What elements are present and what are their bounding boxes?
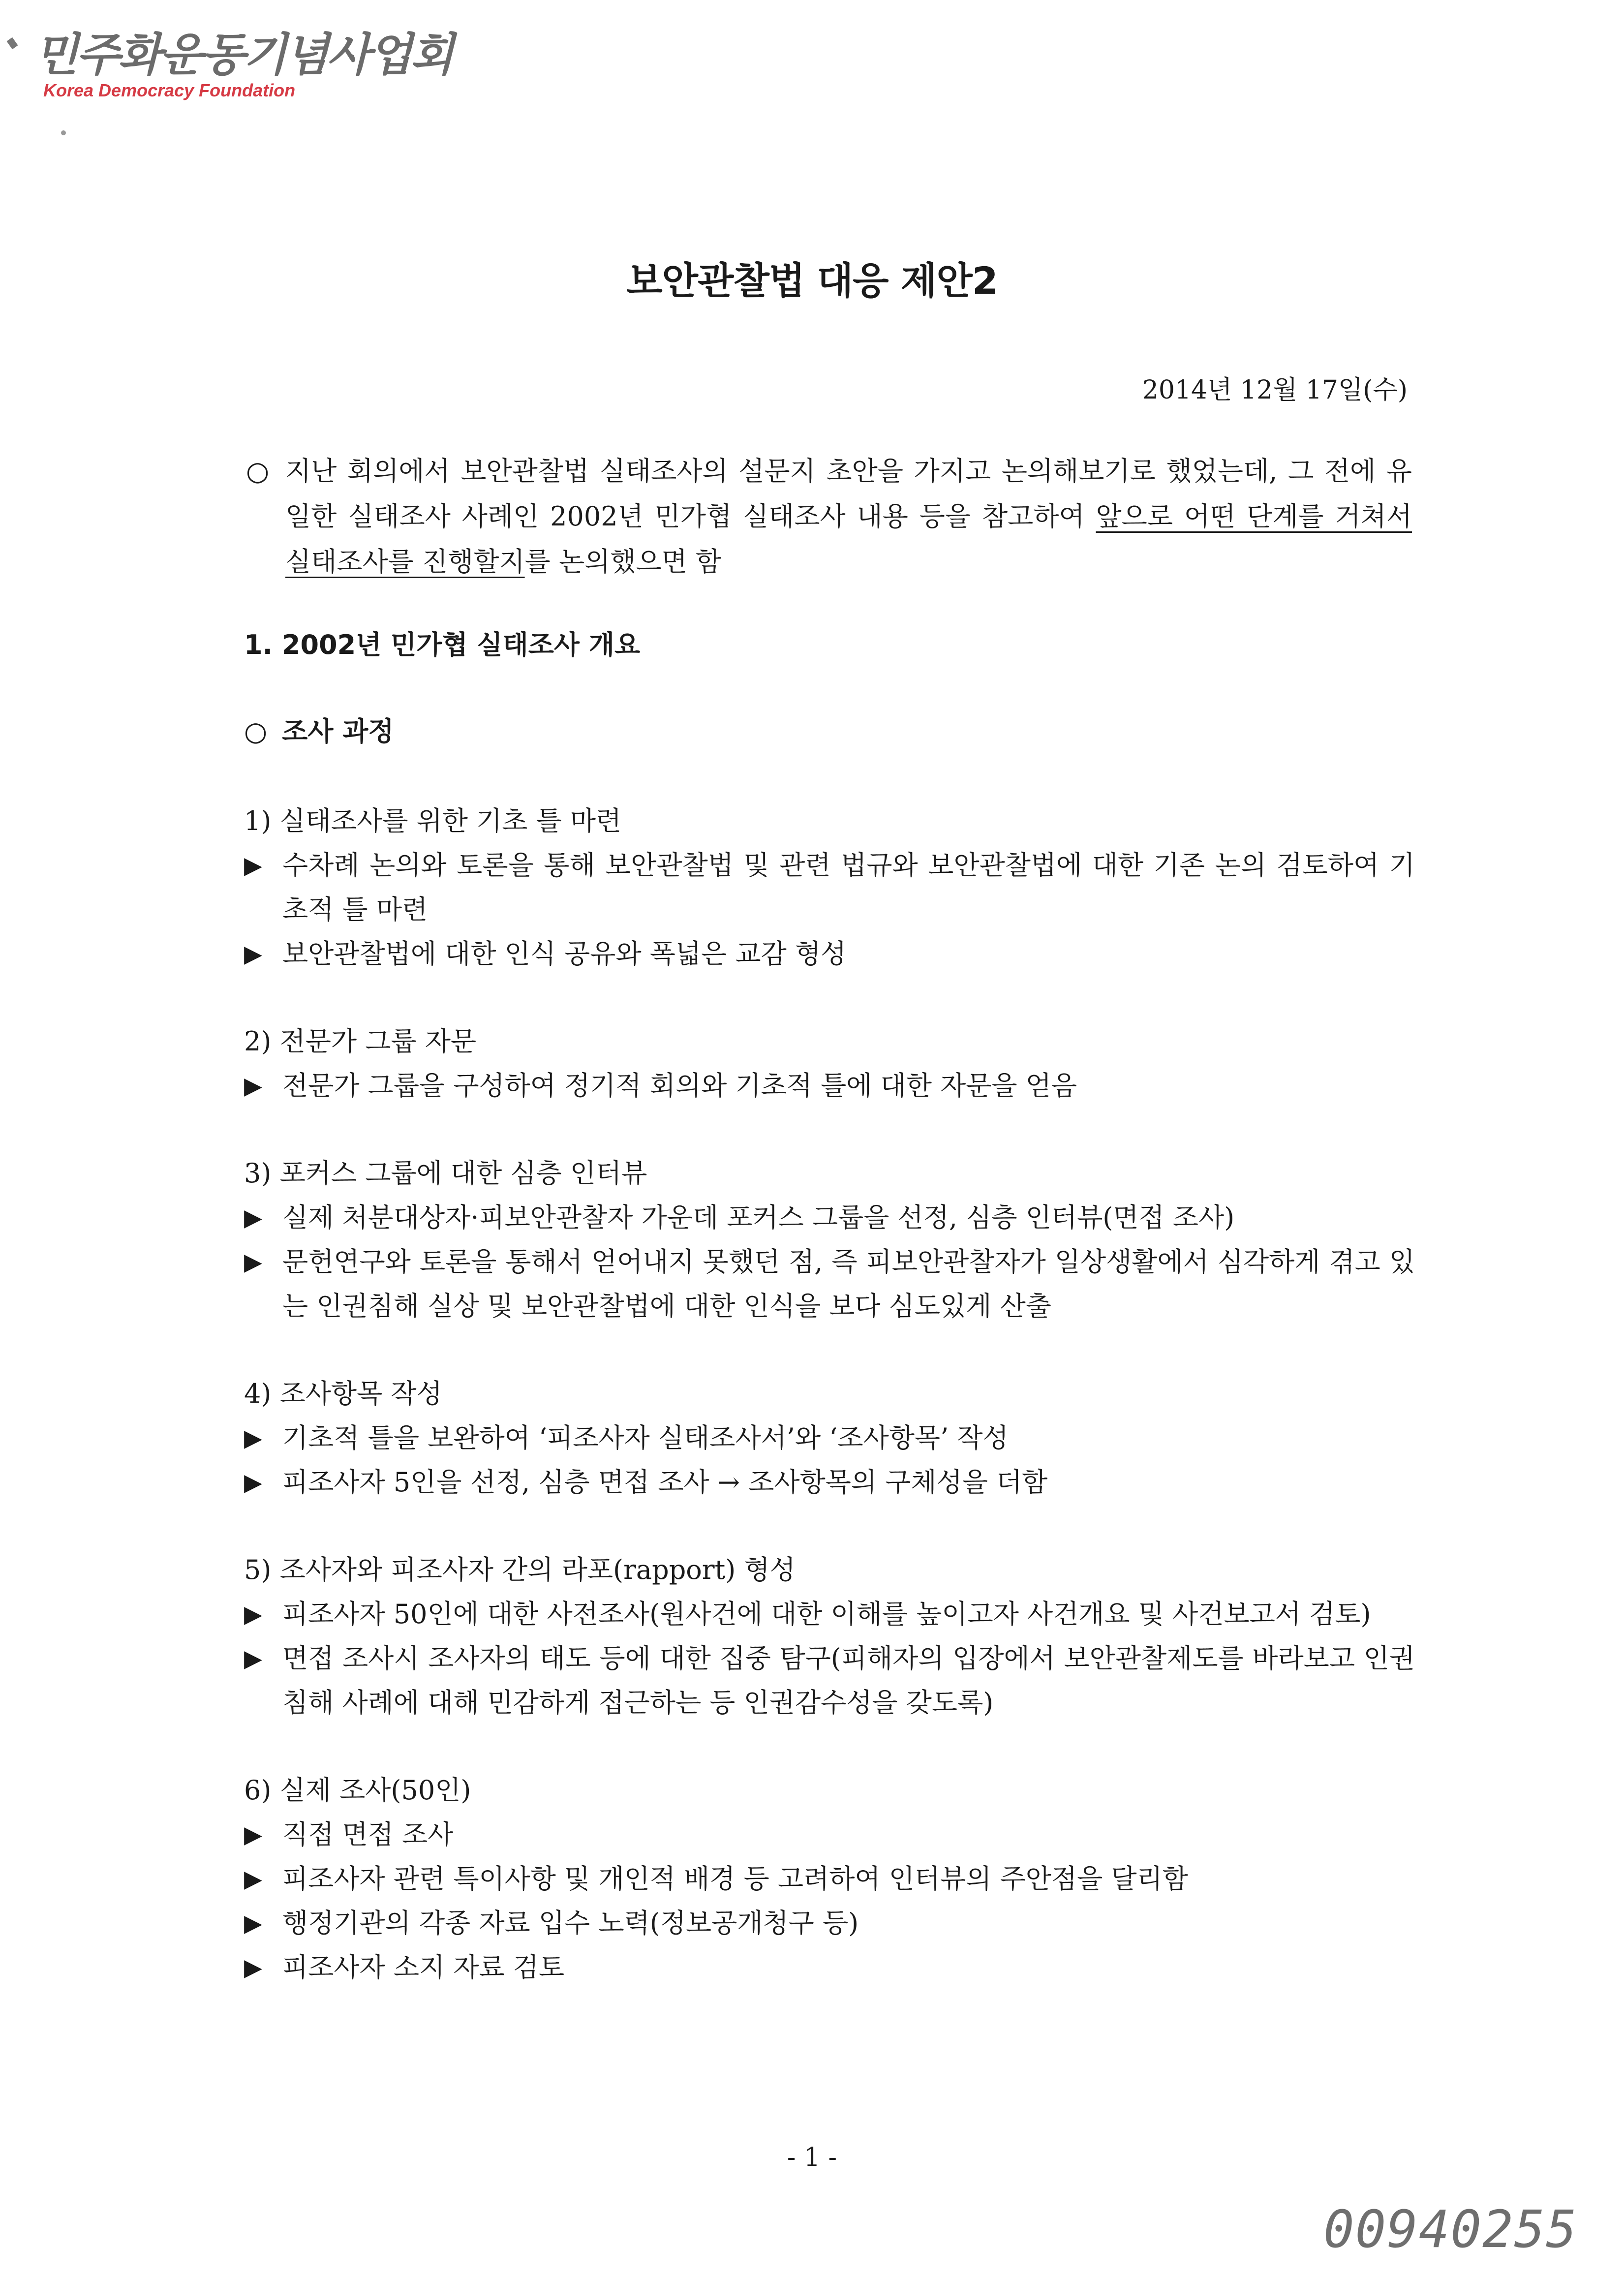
process-step-title: 6) 실제 조사(50인): [244, 1775, 471, 1806]
page-number: - 1 -: [787, 2143, 837, 2172]
subsection-heading-text: 조사 과정: [282, 716, 394, 747]
bullet-item: [244, 1416, 1415, 1460]
bullet-text: 보안관찰법에 대한 인식 공유와 폭넓은 교감 형성: [282, 938, 847, 969]
process-step: [244, 799, 1415, 976]
process-step: [244, 1768, 1415, 1990]
triangle-bullet-icon: ▶: [244, 852, 262, 879]
document-title: 보안관찰법 대응 제안2: [626, 259, 998, 303]
bullet-item: [244, 1945, 1415, 1990]
intro-underlined-text: 앞으로 어떤 단계를 거쳐서 실태조사를 진행할지: [285, 501, 1412, 577]
triangle-bullet-icon: ▶: [244, 1601, 262, 1628]
process-step-title: 4) 조사항목 작성: [244, 1378, 442, 1409]
bullet-text: 피조사자 5인을 선정, 심층 면접 조사 → 조사항목의 구체성을 더함: [282, 1467, 1048, 1498]
bullet-item: [244, 1064, 1415, 1108]
foundation-logo: [34, 28, 452, 101]
intro-text-part2: 를 논의했으면 함: [524, 546, 722, 577]
process-steps: [244, 799, 1415, 2033]
process-step: [244, 1548, 1415, 1725]
process-step-title: 1) 실태조사를 위한 기초 틀 마련: [244, 805, 622, 836]
intro-paragraph: [246, 449, 1412, 585]
triangle-bullet-icon: ▶: [244, 1072, 262, 1100]
bullet-text: 실제 처분대상자·피보안관찰자 가운데 포커스 그룹을 선정, 심층 인터뷰(면접 조사): [282, 1202, 1235, 1233]
bullet-item: [244, 1460, 1415, 1505]
process-step-title: 2) 전문가 그룹 자문: [244, 1026, 477, 1057]
bullet-text: 피조사자 소지 자료 검토: [282, 1952, 565, 1983]
triangle-bullet-icon: ▶: [244, 1865, 262, 1893]
bullet-text: 직접 면접 조사: [282, 1819, 454, 1850]
logo-english-text: Korea Democracy Foundation: [43, 80, 296, 100]
section-heading: 1. 2002년 민가협 실태조사 개요: [244, 629, 641, 660]
scan-dot-mark: [61, 130, 66, 135]
process-step-title: 3) 포커스 그룹에 대한 심층 인터뷰: [244, 1158, 647, 1189]
bullet-text: 수차례 논의와 토론을 통해 보안관찰법 및 관련 법규와 보안관찰법에 대한 기존 논의 검토하여 기초적 틀 마련: [282, 850, 1415, 925]
bullet-item: [244, 1857, 1415, 1901]
logo-mark-icon: [7, 37, 18, 49]
triangle-bullet-icon: ▶: [244, 940, 262, 968]
bullet-item: [244, 1813, 1415, 1857]
subsection-heading: [244, 710, 394, 748]
process-step: [244, 1372, 1415, 1505]
bullet-item: [244, 1196, 1415, 1240]
triangle-bullet-icon: ▶: [244, 1645, 262, 1672]
logo-korean-text: 민주화운동기념사업회: [34, 28, 452, 81]
document-date: 2014년 12월 17일(수): [1142, 375, 1408, 405]
bullet-text: 면접 조사시 조사자의 태도 등에 대한 집중 탐구(피해자의 입장에서 보안관찰제도를 바라보고 인권 침해 사례에 대해 민감하게 접근하는 등 인권감수성을 갖도록): [282, 1643, 1415, 1718]
document-id-stamp: 00940255: [1323, 2199, 1578, 2259]
bullet-text: 문헌연구와 토론을 통해서 얻어내지 못했던 점, 즉 피보안관찰자가 일상생활에서 심각하게 겪고 있는 인권침해 실상 및 보안관찰법에 대한 인식을 보다 심도있게 산출: [282, 1246, 1415, 1322]
circle-bullet-icon: ○: [246, 456, 270, 487]
process-step: [244, 1019, 1415, 1108]
bullet-text: 피조사자 50인에 대한 사전조사(원사건에 대한 이해를 높이고자 사건개요 및 사건보고서 검토): [282, 1599, 1371, 1630]
intro-text: [285, 449, 1412, 585]
triangle-bullet-icon: ▶: [244, 1469, 262, 1496]
circle-bullet-icon: ○: [244, 716, 268, 747]
triangle-bullet-icon: ▶: [244, 1204, 262, 1231]
bullet-text: 기초적 틀을 보완하여 ‘피조사자 실태조사서’와 ‘조사항목’ 작성: [282, 1422, 1009, 1453]
triangle-bullet-icon: ▶: [244, 1954, 262, 1981]
bullet-text: 피조사자 관련 특이사항 및 개인적 배경 등 고려하여 인터뷰의 주안점을 달리함: [282, 1863, 1188, 1894]
triangle-bullet-icon: ▶: [244, 1909, 262, 1937]
triangle-bullet-icon: ▶: [244, 1424, 262, 1452]
bullet-item: [244, 1636, 1415, 1725]
triangle-bullet-icon: ▶: [244, 1248, 262, 1276]
triangle-bullet-icon: ▶: [244, 1821, 262, 1848]
bullet-text: 행정기관의 각종 자료 입수 노력(정보공개청구 등): [282, 1908, 859, 1939]
bullet-item: [244, 1901, 1415, 1945]
bullet-item: [244, 1592, 1415, 1636]
process-step: [244, 1151, 1415, 1328]
bullet-item: [244, 1240, 1415, 1328]
intro-text-part1: 지난 회의에서 보안관찰법 실태조사의 설문지 초안을 가지고 논의해보기로 했었는데, 그 전에 유일한 실태조사 사례인 2002년 민가협 실태조사 내용 등을 참고하여: [285, 456, 1412, 532]
bullet-text: 전문가 그룹을 구성하여 정기적 회의와 기초적 틀에 대한 자문을 얻음: [282, 1070, 1077, 1101]
process-step-title: 5) 조사자와 피조사자 간의 라포(rapport) 형성: [244, 1554, 796, 1585]
bullet-item: [244, 932, 1415, 976]
bullet-item: [244, 843, 1415, 932]
